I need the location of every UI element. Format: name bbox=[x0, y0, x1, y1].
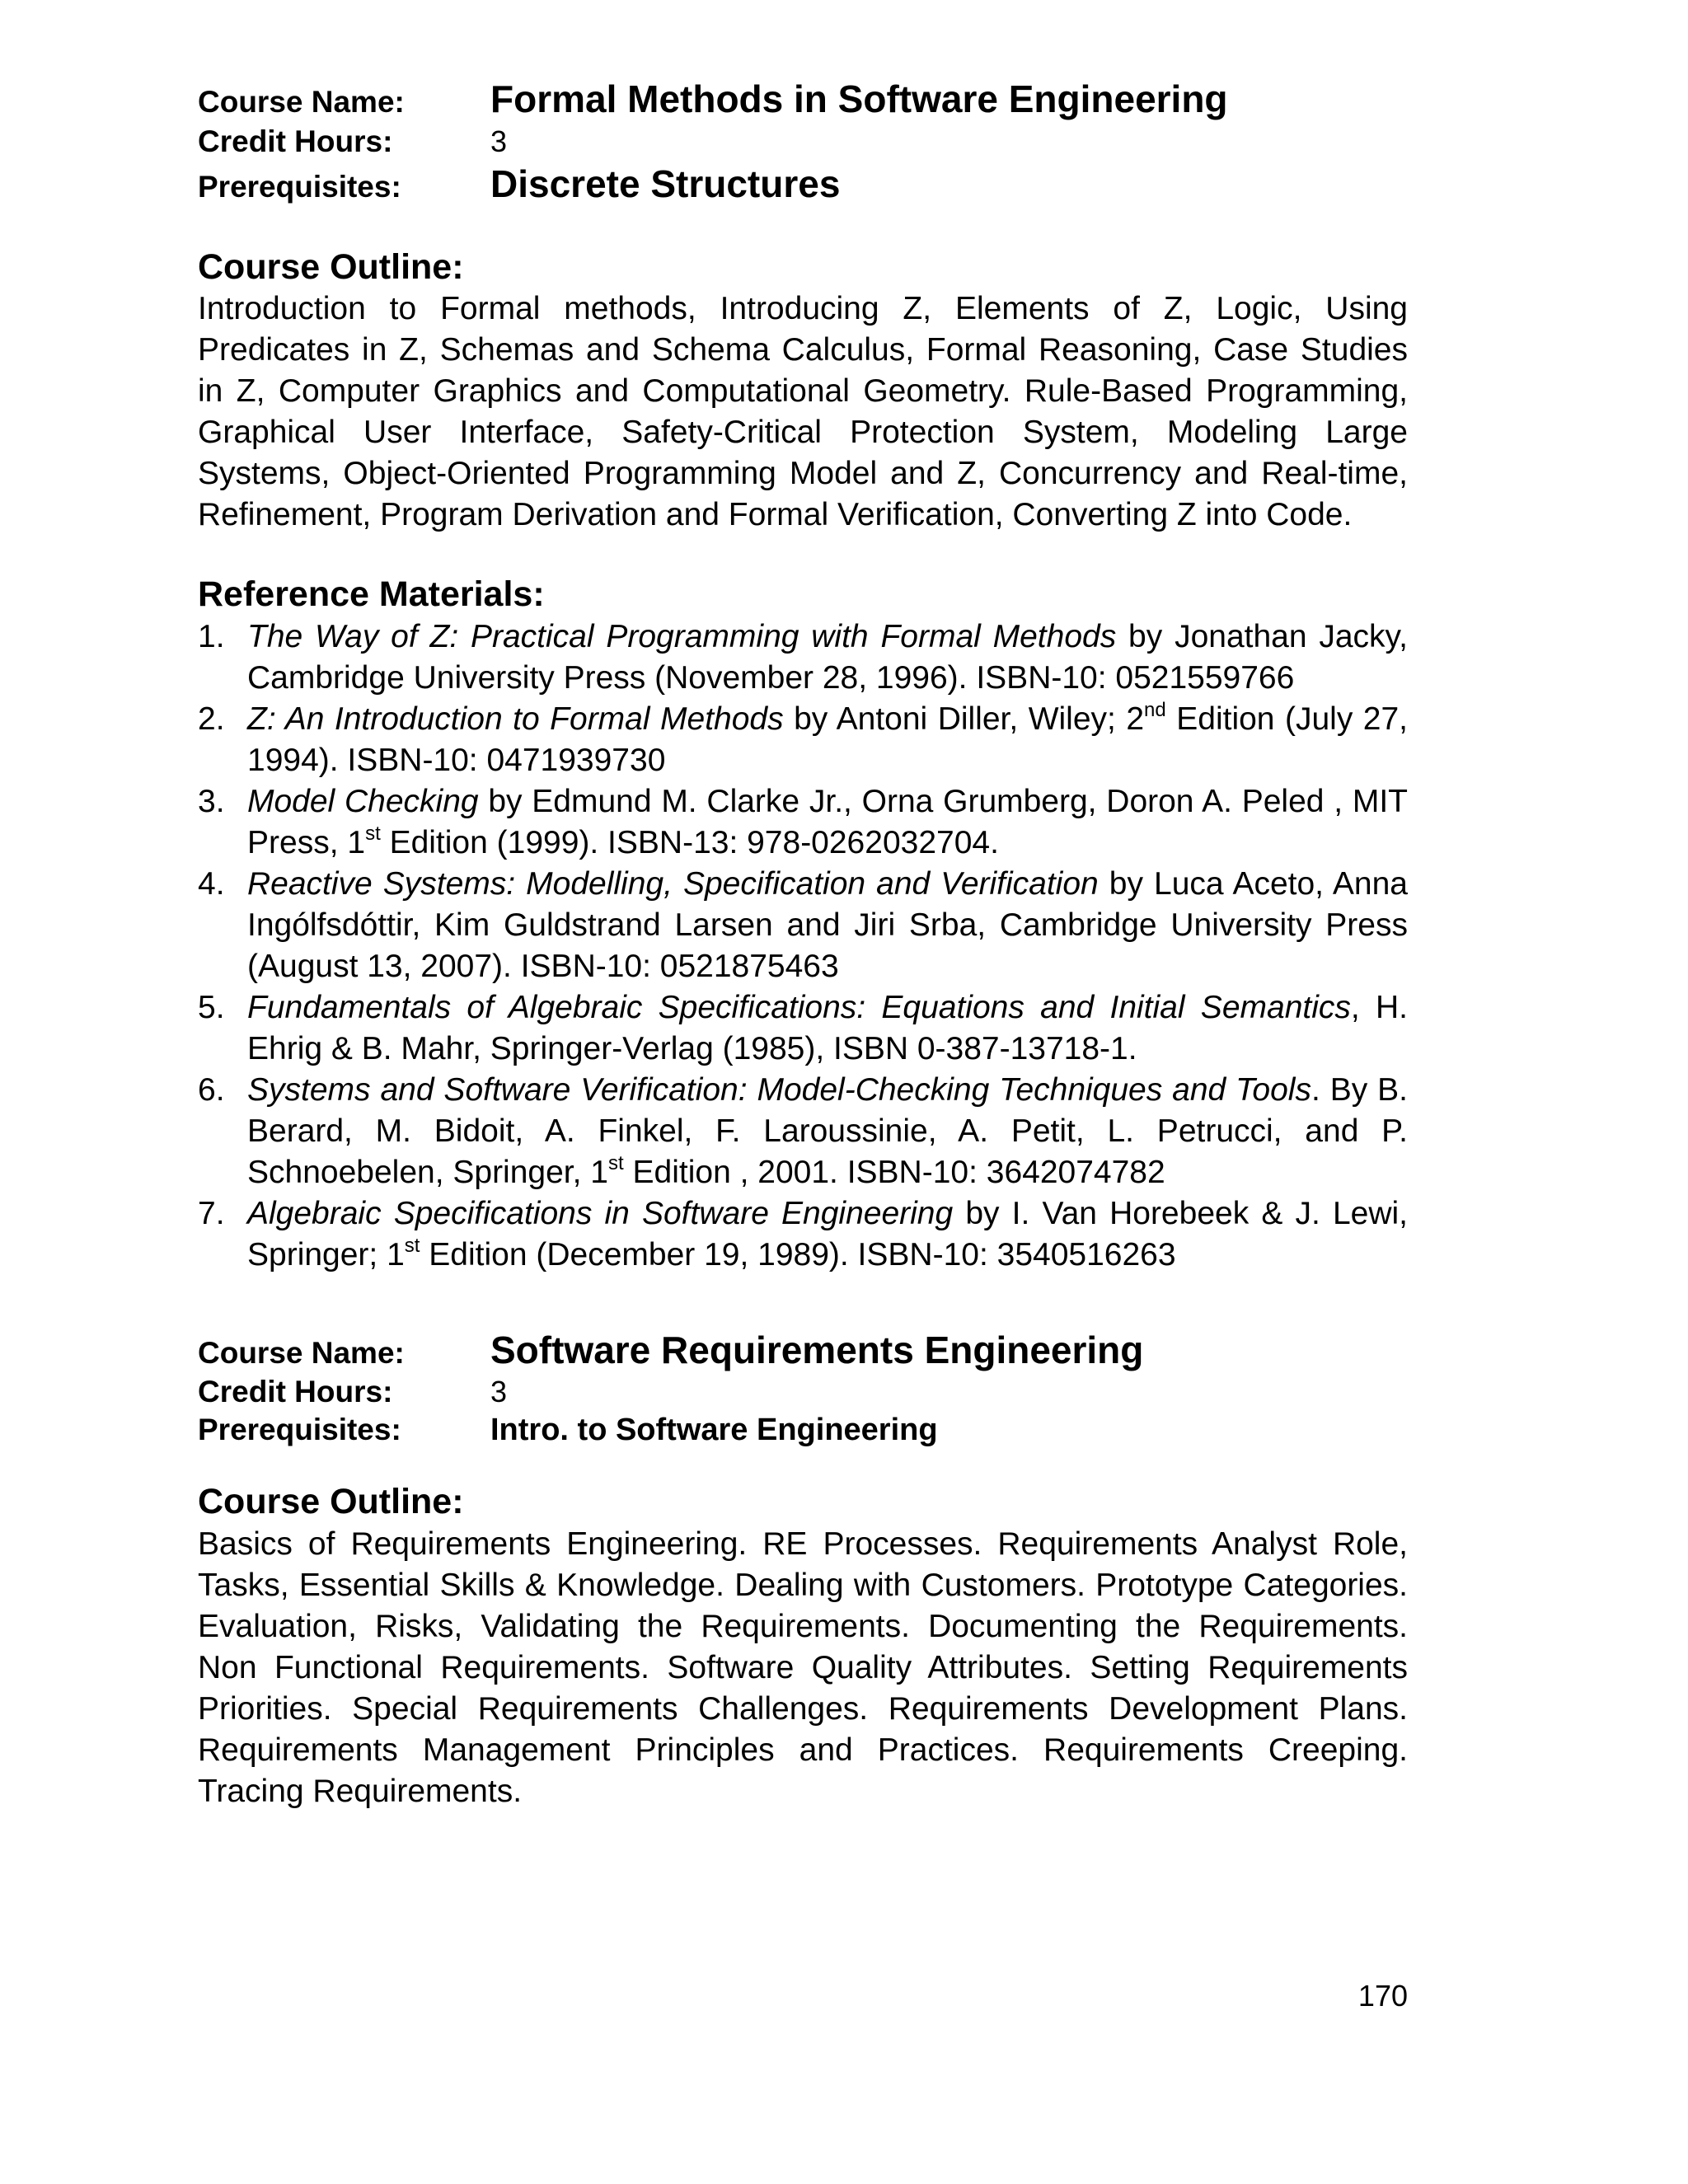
ordinal-suffix: st bbox=[365, 822, 381, 845]
reference-details-cont: Edition (December 19, 1989). ISBN-10: 3540516263 bbox=[420, 1236, 1176, 1272]
course-block-formal-methods bbox=[198, 76, 1408, 1276]
reference-item bbox=[198, 699, 1408, 781]
prerequisites-label: Prerequisites: bbox=[198, 1412, 401, 1446]
reference-title: Z: An Introduction to Formal Methods bbox=[247, 701, 784, 737]
prerequisites-value: Intro. to Software Engineering bbox=[490, 1412, 938, 1447]
course-name-label: Course Name: bbox=[198, 85, 405, 119]
course-name-row bbox=[198, 1327, 1408, 1375]
reference-title: Model Checking bbox=[247, 783, 479, 819]
credit-hours-row bbox=[198, 1374, 1408, 1410]
reference-title: Algebraic Specifications in Software Engineering bbox=[247, 1195, 954, 1231]
reference-details: by I. Van Horebeek & J. Lewi, Springer; 1 bbox=[247, 1195, 1408, 1272]
course-name-label: Course Name: bbox=[198, 1335, 405, 1370]
reference-number: 6. bbox=[198, 1071, 225, 1108]
reference-title: The Way of Z: Practical Programming with Formal Methods bbox=[247, 618, 1117, 654]
reference-number: 5. bbox=[198, 989, 225, 1025]
prerequisites-row bbox=[198, 1411, 1408, 1451]
reference-details-cont: Edition , 2001. ISBN-10: 3642074782 bbox=[623, 1154, 1165, 1190]
credit-hours-label: Credit Hours: bbox=[198, 124, 393, 158]
ordinal-suffix: st bbox=[404, 1234, 420, 1257]
course-block-requirements-engineering bbox=[198, 1327, 1408, 1812]
course-outline-text: Introduction to Formal methods, Introducing Z, Elements of Z, Logic, Using Predicates in Z, Schemas and Schema Calculus, Formal Reasoning, Case Studies in Z, Computer Graphics and Computational Geometry. Rule-Based Programming, Graphical User Interface, Safety-Critical Protection System, Modeling Large Systems, Object-Oriented Programming Model and Z, Concurrency and Real-time, Refinement, Program Derivation and Formal Verification, Converting Z into Code. bbox=[198, 291, 1408, 533]
reference-item bbox=[198, 1070, 1408, 1193]
reference-title: Reactive Systems: Modelling, Specification and Verification bbox=[247, 865, 1099, 902]
course-name-value: Formal Methods in Software Engineering bbox=[490, 77, 1228, 120]
reference-list bbox=[198, 616, 1408, 1276]
reference-details-cont: Edition (July 27, 1994). ISBN-10: 0471939730 bbox=[247, 701, 1409, 778]
reference-item bbox=[198, 1193, 1408, 1276]
ordinal-suffix: st bbox=[608, 1151, 624, 1174]
reference-details: , H. Ehrig & B. Mahr, Springer-Verlag (1985), ISBN 0-387-13718-1. bbox=[247, 989, 1409, 1066]
credit-hours-label: Credit Hours: bbox=[198, 1375, 393, 1409]
reference-number: 7. bbox=[198, 1195, 225, 1231]
reference-details-cont: Edition (1999). ISBN-13: 978-0262032704. bbox=[380, 824, 999, 860]
reference-item bbox=[198, 864, 1408, 987]
reference-number: 2. bbox=[198, 701, 225, 737]
prerequisites-row bbox=[198, 160, 1408, 209]
ordinal-suffix: nd bbox=[1144, 698, 1166, 721]
reference-details: . By B. Berard, M. Bidoit, A. Finkel, F. Laroussinie, A. Petit, L. Petrucci, and P. Schnoebelen, Springer, 1 bbox=[247, 1071, 1408, 1190]
reference-materials-heading: Reference Materials: bbox=[198, 574, 545, 615]
reference-details: by Jonathan Jacky, Cambridge University Press (November 28, 1996). ISBN-10: 0521559766 bbox=[247, 618, 1408, 696]
credit-hours-value: 3 bbox=[490, 1375, 508, 1409]
course-name-value: Software Requirements Engineering bbox=[490, 1328, 1144, 1371]
reference-title: Systems and Software Verification: Model-Checking Techniques and Tools bbox=[247, 1071, 1311, 1108]
reference-number: 1. bbox=[198, 618, 225, 654]
reference-number: 4. bbox=[198, 865, 225, 902]
reference-item bbox=[198, 781, 1408, 864]
reference-item bbox=[198, 987, 1408, 1070]
credit-hours-row bbox=[198, 124, 1408, 160]
prerequisites-value: Discrete Structures bbox=[490, 162, 841, 205]
reference-number: 3. bbox=[198, 783, 225, 819]
reference-title: Fundamentals of Algebraic Specifications: Equations and Initial Semantics bbox=[247, 989, 1351, 1025]
reference-details: by Luca Aceto, Anna Ingólfsdóttir, Kim Guldstrand Larsen and Jiri Srba, Cambridge University Press (August 13, 2007). ISBN-10: 0521875463 bbox=[247, 865, 1408, 984]
prerequisites-label: Prerequisites: bbox=[198, 169, 401, 204]
course-outline-text: Basics of Requirements Engineering. RE Processes. Requirements Analyst Role, Tasks, Essential Skills & Knowledge. Dealing with Customers. Prototype Categories. Evaluation, Risks, Validating the Requirements. Documenting the Requirements. Non Functional Requirements. Software Quality Attributes. Setting Requirements Priorities. Special Requirements Challenges. Requirements Development Plans. Requirements Management Principles and Practices. Requirements Creeping. Tracing Requirements. bbox=[198, 1526, 1408, 1809]
course-name-row bbox=[198, 76, 1408, 124]
reference-details: by Edmund M. Clarke Jr., Orna Grumberg, Doron A. Peled , MIT Press, 1 bbox=[247, 783, 1408, 860]
credit-hours-value: 3 bbox=[490, 124, 508, 158]
reference-details: by Antoni Diller, Wiley; 2 bbox=[783, 701, 1145, 737]
course-outline-heading: Course Outline: bbox=[198, 1482, 464, 1522]
reference-item bbox=[198, 616, 1408, 699]
course-outline-heading: Course Outline: bbox=[198, 246, 464, 287]
document-page bbox=[198, 0, 1408, 1812]
page-number: 170 bbox=[1357, 1979, 1408, 2013]
